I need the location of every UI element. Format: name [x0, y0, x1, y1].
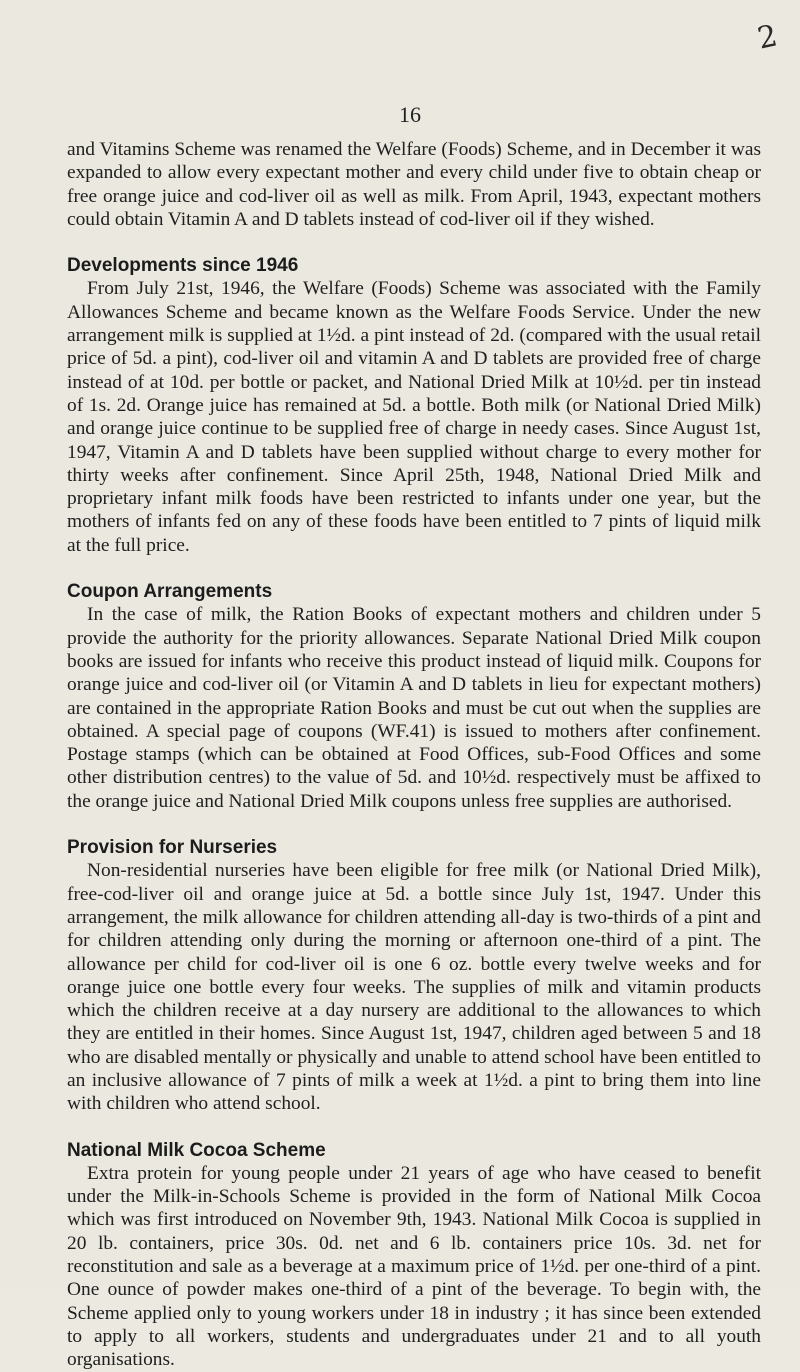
page-number: 16: [399, 102, 421, 127]
section-paragraph: In the case of milk, the Ration Books of expectant mothers and children under 5 provide the authority for the priority allowances. Separate National Dried Milk coupon books are issued for infants who receive this product instead of liquid milk. Coupons for orange juice and cod-liver oil (or Vitamin A and D tablets in lieu for expectant mothers) are contained in the appropriate Ration Books and must be cut out when the supplies are obtained. A special page of coupons (WF.41) is issued to mothers after confinement. Postage stamps (which can be obtained at Food Offices, sub-Food Offices and some other distribution centres) to the value of 5d. and 10½d. respectively must be affixed to the orange juice and National Dried Milk coupons unless free supplies are authorised.: [67, 604, 761, 812]
section-paragraph: Extra protein for young people under 21 years of age who have ceased to benefit under the Milk-in-Schools Scheme is provided in the form of National Milk Cocoa which was first introduced on November 9th, 1943. National Milk Cocoa is supplied in 20 lb. containers, price 30s. 0d. net and 6 lb. containers price 10s. 3d. net for reconstitution and sale as a beverage at a maximum price of 1½d. per one-third of a pint. One ounce of powder makes one-third of a pint of the beverage. To begin with, the Scheme applied only to young workers under 18 in industry ; it has since been extended to apply to all workers, students and undergraduates under 21 and to all youth organisations.: [67, 1162, 761, 1371]
corner-mark: 2: [754, 18, 781, 57]
section-national-milk-cocoa: [67, 1139, 761, 1372]
page-body: [67, 138, 761, 1372]
section-heading: National Milk Cocoa Scheme: [67, 1139, 326, 1161]
section-provision-for-nurseries: [67, 836, 761, 1116]
intro-paragraph: and Vitamins Scheme was renamed the Welfare (Foods) Scheme, and in December it was expanded to allow every expectant mother and every child under five to obtain cheap or free orange juice and cod-liver oil as well as milk. From April, 1943, expectant mothers could obtain Vitamin A and D tablets instead of cod-liver oil if they wished.: [67, 139, 761, 230]
section-developments: [67, 254, 761, 557]
section-heading: Developments since 1946: [67, 255, 299, 277]
section-paragraph: From July 21st, 1946, the Welfare (Foods) Scheme was associated with the Family Allowances Scheme and became known as the Welfare Foods Service. Under the new arrangement milk is supplied at 1½d. a pint instead of 2d. (compared with the usual retail price of 5d. a pint), cod-liver oil and vitamin A and D tablets are provided free of charge instead of at 10d. per bottle or packet, and National Dried Milk at 10½d. per tin instead of 1s. 2d. Orange juice has remained at 5d. a bottle. Both milk (or National Dried Milk) and orange juice continue to be supplied free of charge in needy cases. Since August 1st, 1947, Vitamin A and D tablets have been supplied without charge to every mother for thirty weeks after confinement. Since April 25th, 1948, National Dried Milk and proprietary infant milk foods have been restricted to infants under one year, but the mothers of infants fed on any of these foods have been entitled to 7 pints of liquid milk at the full price.: [67, 278, 761, 556]
section-heading: Provision for Nurseries: [67, 837, 278, 859]
section-paragraph: Non-residential nurseries have been eligible for free milk (or National Dried Milk), free-cod-liver oil and orange juice at 5d. a bottle since July 1st, 1947. Under this arrangement, the milk allowance for children attending all-day is two-thirds of a pint and for children attending only during the morning or afternoon one-third of a pint. The allowance per child for cod-liver oil is one 6 oz. bottle every twelve weeks and for orange juice one bottle every four weeks. The supplies of milk and vitamin products which the children receive at a day nursery are additional to the allowances to which they are entitled in their homes. Since August 1st, 1947, children aged between 5 and 18 who are disabled mentally or physically and unable to attend school have been entitled to an inclusive allowance of 7 pints of milk a week at 1½d. a pint to bring them into line with children who attend school.: [67, 860, 761, 1115]
section-coupon-arrangements: [67, 580, 761, 813]
section-heading: Coupon Arrangements: [67, 581, 273, 603]
